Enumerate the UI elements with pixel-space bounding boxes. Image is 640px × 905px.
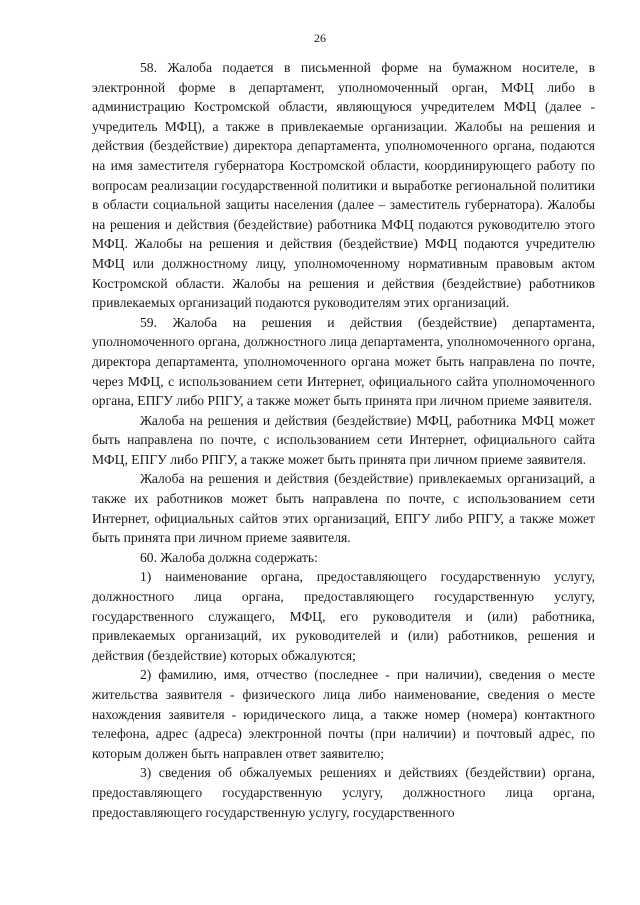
paragraph-mfc-complaint: Жалоба на решения и действия (бездействие) МФЦ, работника МФЦ может быть направлена по почте, с использованием сети Интернет, официального сайта МФЦ, ЕПГУ либо РПГУ, а также может быть принята при личном приеме заявителя.: [92, 412, 595, 467]
paragraph-organizations-complaint: Жалоба на решения и действия (бездействие) привлекаемых организаций, а также их работников может быть направлена по почте, с использованием сети Интернет, официальных сайтов этих организаций, ЕПГУ либо РПГУ, а также может быть принята при личном приеме заявителя.: [92, 471, 595, 546]
paragraph-60: 60. Жалоба должна содержать:: [140, 549, 318, 565]
list-item-1: 1) наименование органа, предоставляющего государственную услугу, должностного лица органа, предоставляющего государственную услугу, государственного служащего, МФЦ, его руководителя и (или) работника, привлекаемых организаций, их руководителей и (или) работников, решения и действия (бездействие) которых обжалуются;: [92, 569, 595, 663]
paragraph-58: 58. Жалоба подается в письменной форме на бумажном носителе, в электронной форме в департамент, уполномоченный орган, МФЦ либо в администрацию Костромской области, являющуюся учредителем МФЦ (далее - учредитель МФЦ), а также в привлекаемые организации. Жалобы на решения и действия (бездействие) директора департамента, уполномоченного органа, подаются на имя заместителя губернатора Костромской области, координирующего работу по вопросам реализации государственной политики и выработке региональной политики в области социальной защиты населения (далее – заместитель губернатора). Жалобы на решения и действия (бездействие) работника МФЦ подаются руководителю этого МФЦ. Жалобы на решения и действия (бездействие) МФЦ подаются учредителю МФЦ или должностному лицу, уполномоченному нормативным правовым актом Костромской области. Жалобы на решения и действия (бездействие) работников привлекаемых организаций подаются руководителям этих организаций.: [92, 60, 595, 311]
list-item-3: 3) сведения об обжалуемых решениях и действиях (бездействии) органа, предоставляющего государственную услугу, должностного лица органа, предоставляющего государственную услугу, государственного: [92, 765, 595, 820]
list-item-2: 2) фамилию, имя, отчество (последнее - при наличии), сведения о месте жительства заявителя - физического лица либо наименование, сведения о месте нахождения заявителя - юридического лица, а также номер (номера) контактного телефона, адрес (адреса) электронной почты (при наличии) и почтовый адрес, по которым должен быть направлен ответ заявителю;: [92, 667, 595, 761]
document-body: [92, 58, 595, 822]
page-number: 26: [314, 31, 326, 45]
paragraph-59: 59. Жалоба на решения и действия (бездействие) департамента, уполномоченного органа, должностного лица департамента, уполномоченного органа, директора департамента, уполномоченного органа может быть направлена по почте, через МФЦ, с использованием сети Интернет, официального сайта уполномоченного органа, ЕПГУ либо РПГУ, а также может быть принята при личном приеме заявителя.: [92, 314, 595, 409]
